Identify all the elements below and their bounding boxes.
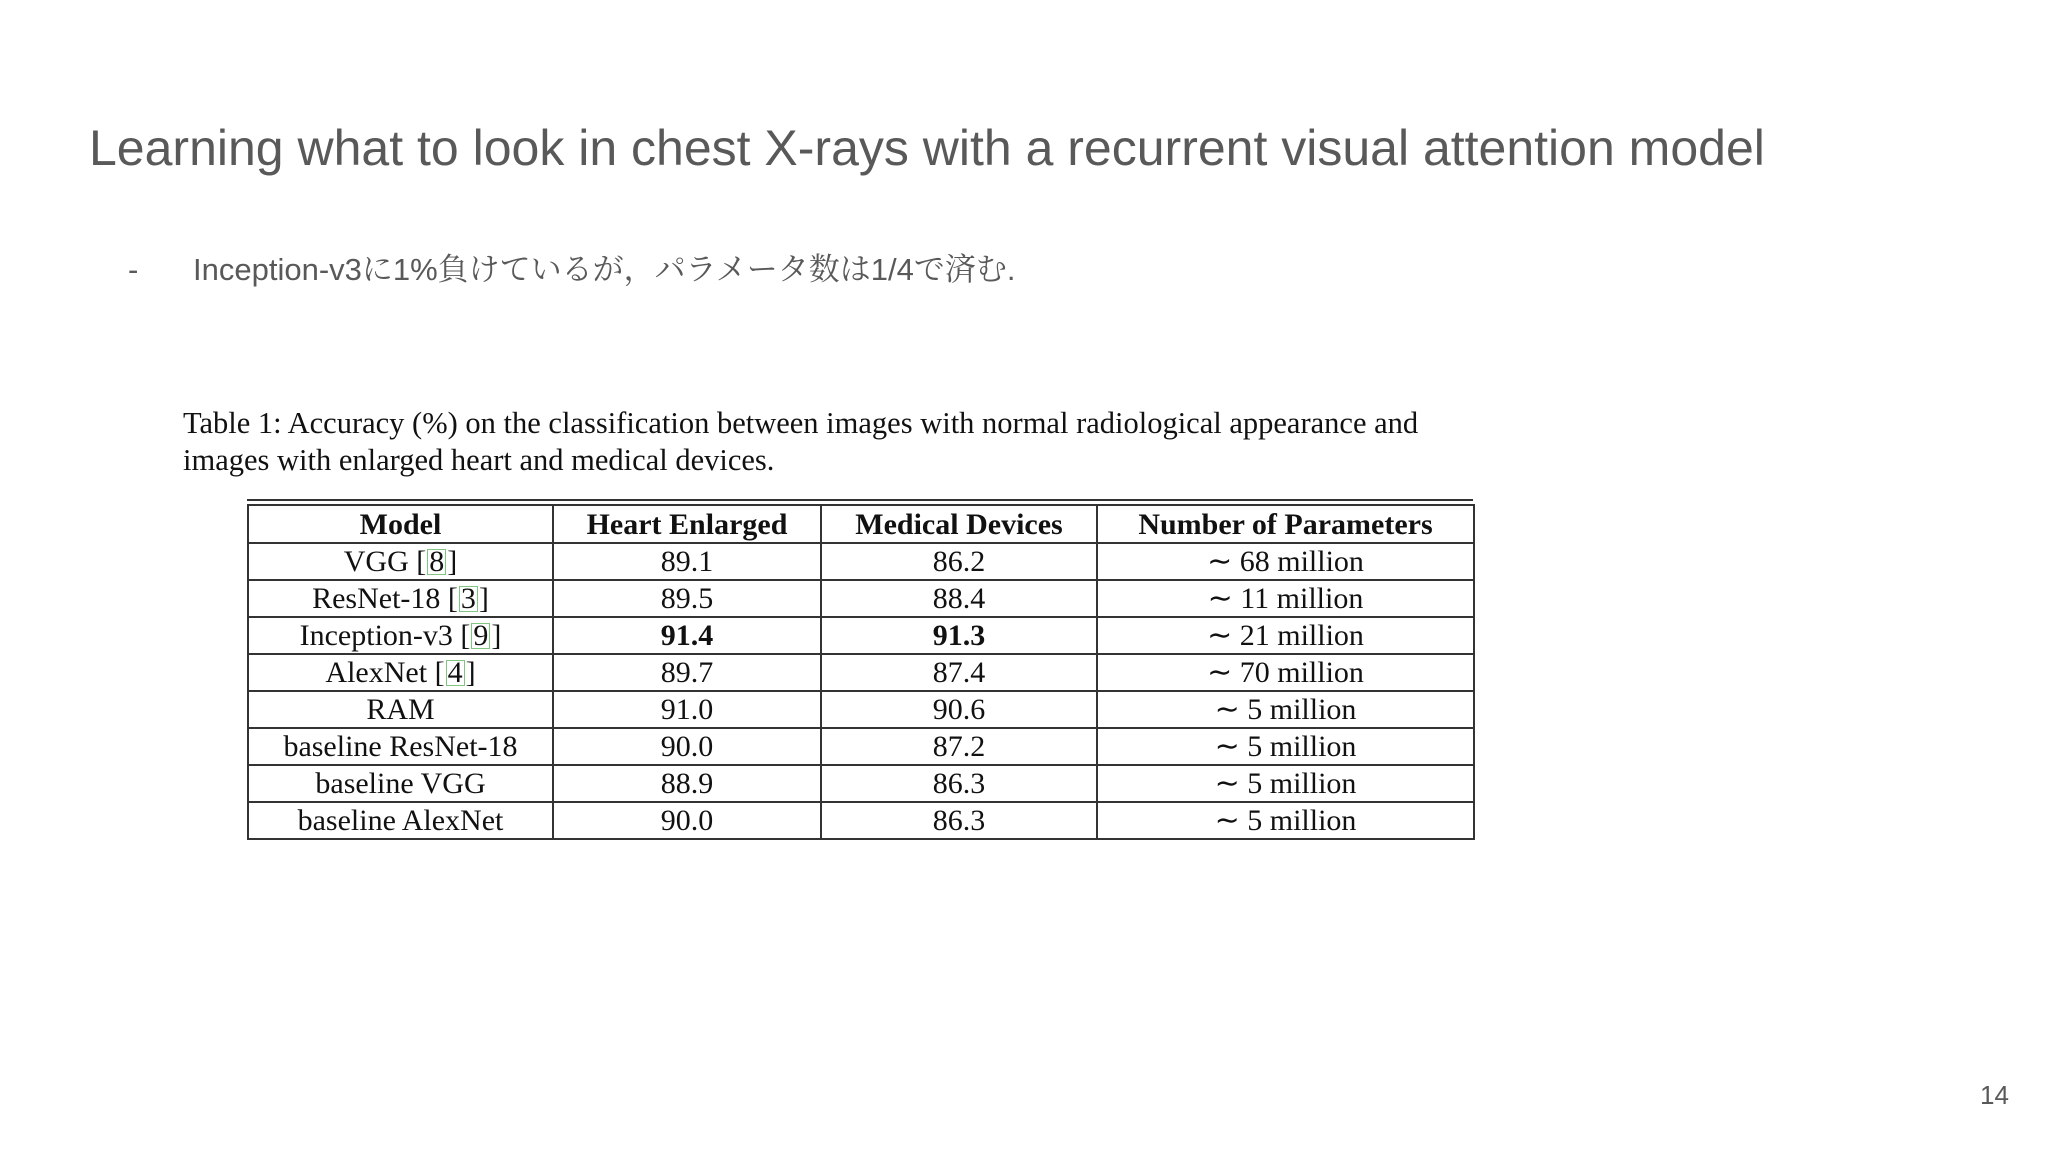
cell-model: ResNet-18 [ 3 ] — [248, 580, 553, 617]
bullet-marker: - — [128, 252, 139, 287]
cell-heart-enlarged: 89.7 — [553, 654, 821, 691]
cell-model: AlexNet [ 4 ] — [248, 654, 553, 691]
cell-medical-devices: 87.4 — [821, 654, 1097, 691]
column-header-model: Model — [248, 505, 553, 543]
slide-title: Learning what to look in chest X-rays with a recurrent visual attention model — [89, 120, 1765, 176]
table-row — [248, 654, 1474, 691]
cell-medical-devices: 86.3 — [821, 802, 1097, 839]
cell-model — [248, 728, 553, 765]
table-row — [248, 765, 1474, 802]
citation-link[interactable]: 9 — [473, 619, 489, 652]
cell-heart-enlarged: 88.9 — [553, 765, 821, 802]
cell-parameters: ∼ 21 million — [1097, 617, 1474, 654]
table-header-row — [248, 505, 1474, 543]
citation-link[interactable]: 8 — [429, 545, 445, 578]
column-header-heart-enlarged: Heart Enlarged — [553, 505, 821, 543]
page-number: 14 — [1980, 1080, 2009, 1110]
model-name: baseline AlexNet — [297, 804, 504, 837]
cell-parameters: ∼ 68 million — [1097, 543, 1474, 580]
cell-heart-enlarged: 91.4 — [553, 617, 821, 654]
table-row — [248, 580, 1474, 617]
cell-medical-devices: 86.2 — [821, 543, 1097, 580]
cell-model — [248, 765, 553, 802]
cell-medical-devices: 86.3 — [821, 765, 1097, 802]
caption-line: Table 1: Accuracy (%) on the classification between images with normal radiological appearance and — [183, 406, 1419, 440]
table-top-rule — [247, 499, 1473, 501]
bullet-item — [128, 251, 1015, 288]
cell-medical-devices: 88.4 — [821, 580, 1097, 617]
results-table-container — [247, 499, 1473, 840]
citation-link[interactable]: 4 — [447, 656, 463, 689]
model-name: ResNet-18 — [312, 582, 441, 615]
model-name: VGG — [343, 545, 409, 578]
table-row — [248, 617, 1474, 654]
cell-heart-enlarged: 89.1 — [553, 543, 821, 580]
cell-parameters: ∼ 5 million — [1097, 765, 1474, 802]
table-row — [248, 728, 1474, 765]
model-name: AlexNet — [325, 656, 428, 689]
cell-model: VGG [ 8 ] — [248, 543, 553, 580]
cell-heart-enlarged: 90.0 — [553, 802, 821, 839]
model-name: Inception-v3 — [299, 619, 453, 652]
model-name: baseline ResNet-18 — [283, 730, 518, 763]
cell-parameters: ∼ 5 million — [1097, 691, 1474, 728]
table-row — [248, 691, 1474, 728]
column-header-parameters: Number of Parameters — [1097, 505, 1474, 543]
column-header-medical-devices: Medical Devices — [821, 505, 1097, 543]
cell-model — [248, 691, 553, 728]
cell-parameters: ∼ 11 million — [1097, 580, 1474, 617]
cell-parameters: ∼ 5 million — [1097, 802, 1474, 839]
cell-medical-devices: 90.6 — [821, 691, 1097, 728]
table-row — [248, 802, 1474, 839]
bullet-text: Inception-v3に1%負けているが，パラメータ数は1/4で済む. — [193, 252, 1016, 287]
table-body — [248, 543, 1474, 839]
cell-heart-enlarged: 89.5 — [553, 580, 821, 617]
citation-link[interactable]: 3 — [460, 582, 476, 615]
cell-parameters: ∼ 70 million — [1097, 654, 1474, 691]
cell-medical-devices: 87.2 — [821, 728, 1097, 765]
table-row — [248, 543, 1474, 580]
cell-model: Inception-v3 [ 9 ] — [248, 617, 553, 654]
cell-medical-devices: 91.3 — [821, 617, 1097, 654]
cell-heart-enlarged: 91.0 — [553, 691, 821, 728]
results-table — [247, 504, 1475, 840]
cell-model — [248, 802, 553, 839]
cell-heart-enlarged: 90.0 — [553, 728, 821, 765]
model-name: RAM — [366, 693, 435, 726]
table-caption — [183, 405, 1583, 479]
caption-line: images with enlarged heart and medical devices. — [183, 443, 775, 477]
model-name: baseline VGG — [315, 767, 486, 800]
cell-parameters: ∼ 5 million — [1097, 728, 1474, 765]
